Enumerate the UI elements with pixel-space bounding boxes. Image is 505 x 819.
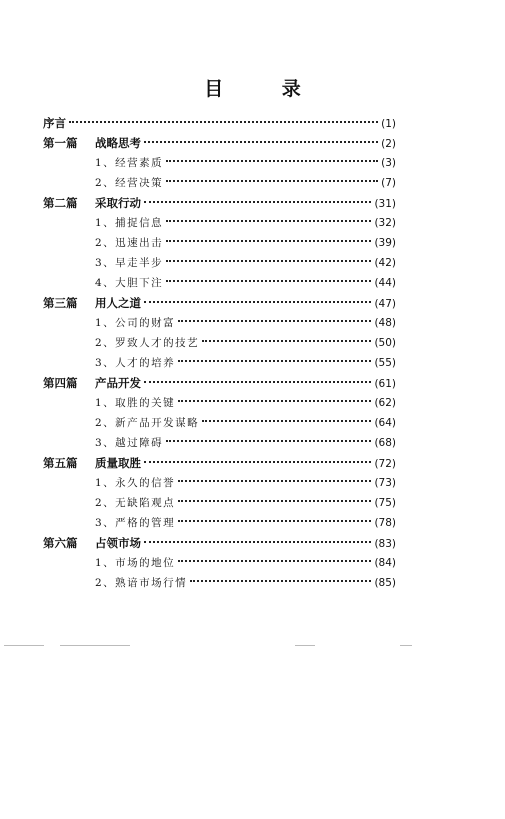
page-number: (68)	[374, 437, 396, 449]
page-number: (42)	[374, 257, 396, 269]
page-number: (73)	[374, 477, 396, 489]
toc-entry	[43, 433, 396, 453]
scan-mark	[400, 645, 412, 646]
page-number: (32)	[374, 217, 396, 229]
page-number: (75)	[374, 497, 396, 509]
toc-label: 3、早走半步	[95, 257, 164, 269]
toc-label: 1、公司的财富	[95, 317, 176, 329]
toc-entry	[43, 173, 396, 193]
dot-leader	[178, 320, 371, 322]
page-number: (39)	[374, 237, 396, 249]
page-number: (64)	[374, 417, 396, 429]
dot-leader	[202, 420, 371, 422]
toc-label: 占领市场	[95, 536, 141, 550]
dot-leader	[166, 440, 371, 442]
dot-leader	[178, 520, 371, 522]
dot-leader	[166, 280, 371, 282]
dot-leader	[166, 180, 378, 182]
page-number: (72)	[374, 458, 396, 470]
page-number: (78)	[374, 517, 396, 529]
toc-entry	[43, 573, 396, 593]
toc-entry	[43, 113, 396, 133]
toc-label: 2、罗致人才的技艺	[95, 337, 200, 349]
part-number: 第六篇	[43, 536, 78, 550]
toc-entry	[43, 273, 396, 293]
page-number: (47)	[374, 298, 396, 310]
toc-entry	[43, 353, 396, 373]
dot-leader	[144, 201, 371, 203]
toc-label: 1、捕捉信息	[95, 217, 164, 229]
toc-entry	[43, 513, 396, 533]
page-number: (50)	[374, 337, 396, 349]
toc-entry	[43, 253, 396, 273]
page-number: (1)	[381, 118, 396, 130]
dot-leader	[144, 141, 378, 143]
toc-label: 质量取胜	[95, 456, 141, 470]
toc-label: 序言	[43, 116, 66, 130]
part-number: 第一篇	[43, 136, 78, 150]
page-number: (62)	[374, 397, 396, 409]
toc-label: 1、取胜的关键	[95, 397, 176, 409]
dot-leader	[166, 160, 378, 162]
dot-leader	[166, 260, 371, 262]
toc-entry	[43, 533, 396, 553]
part-number: 第三篇	[43, 296, 78, 310]
toc-label: 2、无缺陷观点	[95, 497, 176, 509]
toc-entry	[43, 193, 396, 213]
page-number: (3)	[381, 157, 396, 169]
page-number: (48)	[374, 317, 396, 329]
dot-leader	[144, 461, 371, 463]
toc-label: 战略思考	[95, 136, 141, 150]
page-number: (2)	[381, 138, 396, 150]
toc-label: 2、新产品开发谋略	[95, 417, 200, 429]
toc-entry	[43, 453, 396, 473]
toc-label: 产品开发	[95, 376, 141, 390]
dot-leader	[144, 381, 371, 383]
toc-entry	[43, 313, 396, 333]
toc-entry	[43, 153, 396, 173]
page-number: (61)	[374, 378, 396, 390]
dot-leader	[144, 301, 371, 303]
dot-leader	[166, 240, 371, 242]
part-number: 第四篇	[43, 376, 78, 390]
dot-leader	[178, 560, 371, 562]
dot-leader	[69, 121, 378, 123]
page-number: (84)	[374, 557, 396, 569]
page-number: (85)	[374, 577, 396, 589]
toc-label: 3、严格的管理	[95, 517, 176, 529]
toc-label: 1、市场的地位	[95, 557, 176, 569]
dot-leader	[178, 500, 371, 502]
page-number: (55)	[374, 357, 396, 369]
dot-leader	[190, 580, 371, 582]
scan-mark	[295, 645, 315, 646]
page-number: (31)	[374, 198, 396, 210]
page-number: (44)	[374, 277, 396, 289]
toc-label: 2、熟谙市场行情	[95, 577, 188, 589]
toc-entry	[43, 133, 396, 153]
toc-entry	[43, 333, 396, 353]
toc-entry	[43, 473, 396, 493]
toc-entry	[43, 413, 396, 433]
dot-leader	[178, 360, 371, 362]
toc-label: 3、人才的培养	[95, 357, 176, 369]
table-of-contents	[43, 113, 396, 593]
toc-label: 1、经营素质	[95, 157, 164, 169]
toc-entry	[43, 553, 396, 573]
dot-leader	[144, 541, 371, 543]
page-title: 目 录	[204, 78, 327, 100]
part-number: 第二篇	[43, 196, 78, 210]
page-number: (7)	[381, 177, 396, 189]
toc-label: 3、越过障碍	[95, 437, 164, 449]
scan-mark	[4, 645, 44, 646]
toc-entry	[43, 233, 396, 253]
toc-entry	[43, 373, 396, 393]
dot-leader	[166, 220, 371, 222]
part-number: 第五篇	[43, 456, 78, 470]
dot-leader	[178, 480, 371, 482]
toc-label: 2、经营决策	[95, 177, 164, 189]
page-number: (83)	[374, 538, 396, 550]
toc-entry	[43, 493, 396, 513]
toc-entry	[43, 213, 396, 233]
dot-leader	[202, 340, 371, 342]
toc-entry	[43, 393, 396, 413]
dot-leader	[178, 400, 371, 402]
toc-label: 1、永久的信誉	[95, 477, 176, 489]
toc-label: 4、大胆下注	[95, 277, 164, 289]
scan-mark	[60, 645, 130, 646]
toc-label: 用人之道	[95, 296, 141, 310]
toc-entry	[43, 293, 396, 313]
toc-label: 采取行动	[95, 196, 141, 210]
toc-label: 2、迅速出击	[95, 237, 164, 249]
